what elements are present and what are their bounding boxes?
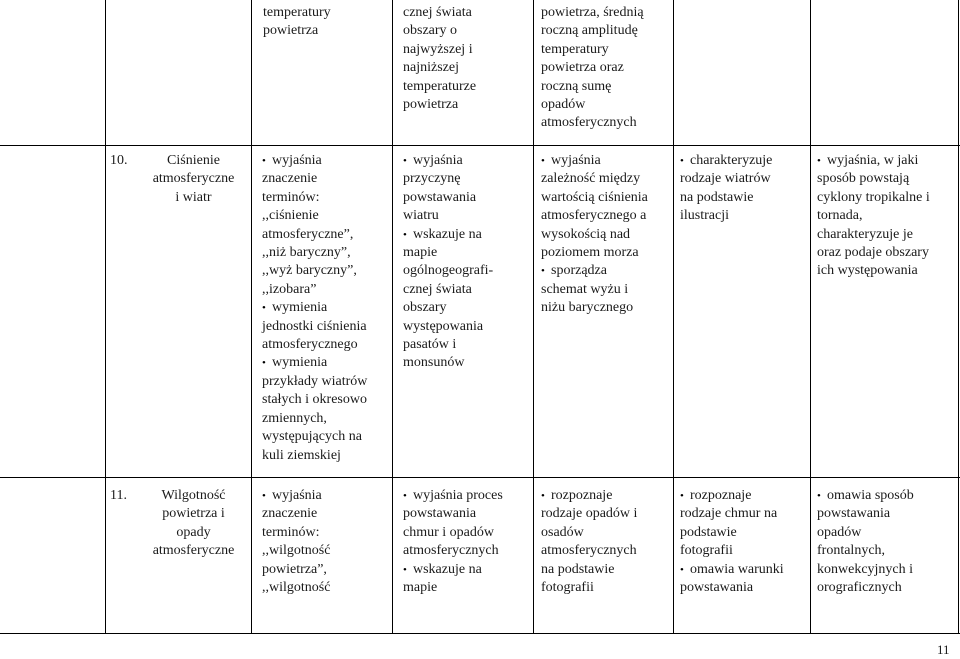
cell-line [262,244,367,262]
cell-line [403,299,493,317]
cell-line [541,561,637,579]
cell-line [262,391,367,409]
cell-line [262,152,367,170]
cell-text: powietrza [403,97,459,113]
table-cell [403,152,493,373]
cell-text: charakteryzuje je [817,226,913,242]
cell-text: wyjaśnia proces [413,488,503,503]
cell-line [817,524,914,542]
cell-text: powstawania [403,189,477,205]
cell-line [262,447,367,465]
cell-line [541,4,644,22]
table-row-divider [0,633,960,634]
cell-text: temperatury [263,5,331,20]
cell-text: schemat wyżu i [541,281,629,297]
bullet-icon: • [262,490,266,502]
cell-line [680,152,772,170]
cell-line [262,318,367,336]
cell-text: ,,wilgotność [262,580,331,596]
cell-line [680,207,772,225]
table-cell [403,4,476,114]
cell-text: konwekcyjnych i [817,561,914,577]
cell-line [817,561,914,579]
cell-line [541,505,637,523]
table-cell [817,152,930,281]
cell-text: Wilgotność [161,488,226,503]
bullet-icon: • [403,490,407,502]
cell-text: przyczynę [403,171,461,187]
cell-text: ,,izobara” [262,281,317,297]
cell-text: pasatów i [403,337,457,353]
cell-line [262,189,367,207]
cell-line [403,4,476,22]
cell-line [403,281,493,299]
cell-text: opady [176,524,211,540]
cell-text: Ciśnienie [167,153,220,168]
cell-line [262,410,367,428]
cell-line [263,22,331,40]
table-border [251,0,252,634]
cell-text: podstawie [680,524,737,540]
table-border [810,0,811,634]
cell-text: najniższej [403,60,459,76]
bullet-icon: • [403,155,407,167]
cell-line [541,244,648,262]
cell-line [403,561,503,579]
cell-text: omawia warunki [690,561,784,577]
cell-text: opadów [817,524,862,540]
cell-text: rozpoznaje [690,488,752,503]
bullet-icon: • [680,563,684,576]
cell-text: i wiatr [175,189,212,205]
cell-line [680,561,784,579]
cell-line [145,152,242,170]
cell-text: zmiennych, [262,410,327,426]
cell-line [262,428,367,446]
bullet-icon: • [403,228,407,241]
cell-line [262,579,330,597]
cell-line [817,505,914,523]
cell-text: kuli ziemskiej [262,447,341,463]
cell-text: terminów: [262,524,320,540]
cell-text: tornada, [817,208,863,224]
cell-line [541,226,648,244]
cell-line [541,542,637,560]
cell-line [145,542,242,560]
cell-text: występowania [403,318,484,334]
cell-line [541,41,644,59]
bullet-icon: • [262,302,266,315]
cell-text: wyjaśnia, w jaki [827,153,919,168]
cell-text: monsunów [403,355,465,371]
cell-text: na podstawie [541,561,615,577]
table-row-divider [0,145,960,146]
cell-text: roczną sumę [541,78,612,94]
cell-line [145,505,242,523]
table-cell [541,4,644,133]
cell-text: rodzaje chmur na [680,506,778,522]
cell-text: oraz podaje obszary [817,245,929,261]
topic-cell [145,152,242,207]
cell-text: wartością ciśnienia [541,189,648,205]
cell-line [262,524,330,542]
cell-text: mapie [403,580,438,596]
cell-line [817,226,930,244]
table-cell [262,487,330,597]
cell-line [403,244,493,262]
cell-line [403,542,503,560]
cell-line [680,505,784,523]
cell-line [263,4,331,22]
cell-text: opadów [541,97,586,113]
cell-line [817,244,930,262]
cell-line [262,354,367,372]
row-number-11: 11. [110,488,127,503]
cell-text: atmosferyczne”, [262,226,354,242]
cell-text: niżu barycznego [541,300,634,316]
cell-text: cznej świata [403,281,472,297]
cell-line [680,579,784,597]
bullet-icon: • [680,155,684,167]
cell-line [262,561,330,579]
cell-line [403,189,493,207]
bullet-icon: • [541,490,545,502]
cell-text: powstawania [680,580,754,596]
cell-line [403,59,476,77]
cell-text: występujących na [262,429,362,445]
cell-line [403,41,476,59]
cell-line [680,524,784,542]
cell-text: powietrza, średnią [541,5,644,20]
table-row-divider [0,477,960,478]
cell-line [403,226,493,244]
cell-line [403,152,493,170]
cell-line [262,226,367,244]
cell-text: sposób powstają [817,171,910,187]
cell-text: atmosferyczne [152,171,235,187]
cell-text: ogólnogeografi- [403,263,494,279]
cell-line [541,22,644,40]
cell-text: wskazuje na [413,561,482,577]
cell-text: jednostki ciśnienia [262,318,367,334]
cell-text: atmosferycznych [541,543,637,559]
table-cell [680,152,772,226]
cell-text: wysokością nad [541,226,631,242]
cell-line [403,487,503,505]
cell-text: temperatury [541,41,609,57]
cell-line [145,170,242,188]
cell-text: charakteryzuje [690,153,773,168]
cell-text: roczną amplitudę [541,23,638,39]
table-cell [263,4,331,41]
cell-line [541,207,648,225]
cell-line [262,170,367,188]
cell-line [403,505,503,523]
cell-text: wskazuje na [413,226,482,242]
table-cell [541,487,637,597]
cell-line [541,524,637,542]
cell-line [403,524,503,542]
table-cell [680,487,784,597]
cell-text: mapie [403,245,438,261]
cell-line [403,170,493,188]
cell-text: rodzaje wiatrów [680,171,771,187]
cell-text: poziomem morza [541,245,639,261]
table-cell [403,487,503,597]
cell-line [262,207,367,225]
cell-line [817,152,930,170]
cell-text: wyjaśnia [272,488,322,503]
cell-text: powietrza i [162,506,225,522]
cell-text: ,,wyż baryczny”, [262,263,357,279]
table-border [533,0,534,634]
cell-text: powietrza [263,23,319,39]
bullet-icon: • [541,265,545,278]
cell-text: powstawania [403,506,477,522]
cell-text: atmosferyczne [152,543,235,559]
cell-text: temperaturze [403,78,477,94]
cell-line [817,579,914,597]
cell-line [541,78,644,96]
cell-line [680,487,784,505]
cell-line [262,373,367,391]
cell-text: fotografii [680,543,733,559]
topic-cell [145,487,242,561]
cell-line [541,96,644,114]
bullet-icon: • [817,490,821,502]
cell-line [262,505,330,523]
cell-text: osadów [541,524,584,540]
bullet-icon: • [262,155,266,167]
cell-text: znaczenie [262,506,318,522]
cell-text: obszary o [403,23,458,39]
bullet-icon: • [680,490,684,502]
cell-line [541,152,648,170]
cell-line [262,299,367,317]
cell-text: wymienia [272,355,328,371]
cell-line [403,22,476,40]
cell-text: atmosferycznych [541,115,637,131]
cell-line [541,579,637,597]
cell-text: ilustracji [680,208,729,224]
cell-text: rozpoznaje [551,488,613,503]
cell-line [403,96,476,114]
table-cell [262,152,367,465]
cell-line [262,281,367,299]
cell-text: wyjaśnia [551,153,601,168]
cell-line [403,318,493,336]
cell-text: cznej świata [403,5,472,20]
cell-line [541,170,648,188]
cell-text: na podstawie [680,189,754,205]
cell-line [817,262,930,280]
cell-line [541,189,648,207]
cell-text: znaczenie [262,171,318,187]
table-border-left [105,0,106,634]
cell-text: powietrza”, [262,561,327,577]
cell-text: atmosferycznego [262,337,358,353]
cell-line [145,487,242,505]
table-border-right [958,0,959,634]
cell-line [541,59,644,77]
cell-text: najwyższej i [403,41,473,57]
cell-text: cyklony tropikalne i [817,189,930,205]
cell-text: wiatru [403,208,439,224]
cell-line [145,524,242,542]
cell-line [680,542,784,560]
cell-text: powstawania [817,506,891,522]
cell-line [262,336,367,354]
cell-text: chmur i opadów [403,524,494,540]
cell-line [817,542,914,560]
cell-line [541,114,644,132]
cell-text: ,,niż baryczny”, [262,245,351,261]
cell-text: stałych i okresowo [262,392,367,408]
bullet-icon: • [403,563,407,576]
cell-text: wymienia [272,300,328,316]
table-border [673,0,674,634]
cell-line [817,207,930,225]
cell-line [262,542,330,560]
cell-line [541,262,648,280]
cell-text: wyjaśnia [413,153,463,168]
cell-text: ,,ciśnienie [262,208,319,224]
table-cell [541,152,648,318]
cell-line [680,189,772,207]
cell-line [262,262,367,280]
cell-text: atmosferycznego a [541,208,647,224]
cell-line [403,336,493,354]
cell-text: fotografii [541,580,594,596]
cell-text: obszary [403,300,447,316]
cell-line [817,189,930,207]
cell-text: sporządza [551,263,607,279]
cell-text: rodzaje opadów i [541,506,638,522]
cell-line [145,189,242,207]
cell-line [403,78,476,96]
cell-line [403,262,493,280]
table-cell [817,487,914,597]
cell-line [817,170,930,188]
page-number: 11 [937,642,950,657]
cell-text: atmosferycznych [403,543,499,559]
cell-line [680,170,772,188]
cell-text: wyjaśnia [272,153,322,168]
table-border [392,0,393,634]
cell-line [403,207,493,225]
cell-text: przykłady wiatrów [262,373,368,389]
cell-text: frontalnych, [817,543,886,559]
cell-line [262,487,330,505]
bullet-icon: • [817,155,821,167]
cell-line [541,299,648,317]
bullet-icon: • [262,357,266,370]
bullet-icon: • [541,155,545,167]
cell-text: omawia sposób [827,488,914,503]
cell-text: ich występowania [817,263,918,279]
cell-text: zależność między [541,171,641,187]
cell-line [541,281,648,299]
cell-text: orograficznych [817,580,902,596]
row-number-10: 10. [110,153,128,168]
cell-line [817,487,914,505]
cell-text: ,,wilgotność [262,543,331,559]
cell-line [541,487,637,505]
cell-line [403,354,493,372]
cell-text: powietrza oraz [541,60,624,76]
cell-line [403,579,503,597]
cell-text: terminów: [262,189,320,205]
